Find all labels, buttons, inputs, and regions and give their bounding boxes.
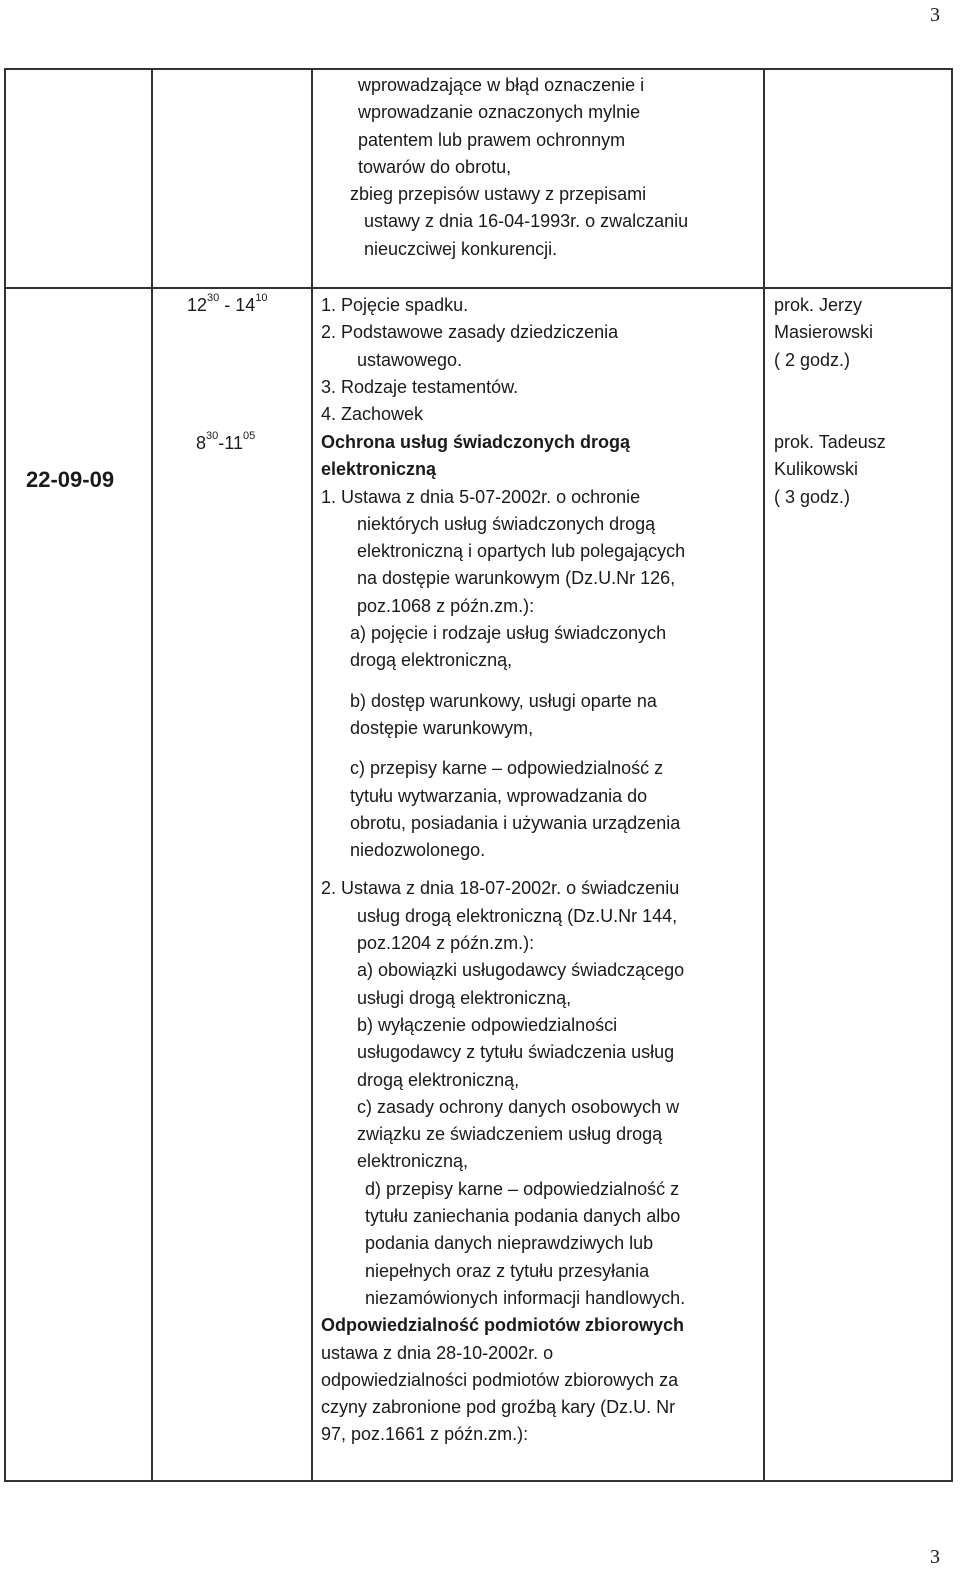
list-item: ustawowego. [357,349,463,370]
list-item: 1. Pojęcie spadku. [321,295,469,315]
text-line: wprowadzanie oznaczonych mylnie [358,102,641,123]
law-line: ustawa z dnia 28-10-2002r. o [321,1342,554,1363]
page-number-bottom: 3 [930,1546,940,1568]
section-heading: elektroniczną [321,459,437,480]
list-item: 3. Rodzaje testamentów. [321,376,519,397]
session1-lecturer [774,292,873,374]
law-line: odpowiedzialności podmiotów zbiorowych za [321,1369,679,1390]
text-line: nieuczciwej konkurencji. [364,238,558,259]
section-heading: Odpowiedzialność podmiotów zbiorowych [321,1315,685,1336]
time-slot-1 [187,292,268,316]
text-line: ustawy z dnia 16-04-1993r. o zwalczaniu [364,211,689,232]
subpoint-line: związku ze świadczeniem usług drogą [357,1124,663,1145]
text-line: towarów do obrotu, [358,156,512,177]
time-end-minute: 10 [255,292,268,304]
section-heading: Ochrona usług świadczonych drogą [321,432,631,452]
subpoint-line: d) przepisy karne – odpowiedzialność z [365,1178,680,1199]
law-line: na dostępie warunkowym (Dz.U.Nr 126, [357,568,676,589]
text-line: patentem lub prawem ochronnym [358,129,626,150]
subpoint-line: c) zasady ochrony danych osobowych w [357,1096,680,1117]
time-end-minute: 05 [242,430,256,442]
time-separator: - [219,295,236,315]
subpoint-line: drogą elektroniczną, [350,650,513,671]
topic-continuation [350,72,689,263]
subpoint-line: niedozwolonego. [350,840,486,861]
subpoint-line: niezamówionych informacji handlowych. [365,1287,686,1308]
table-column-divider [151,68,153,1482]
subpoint-line: tytułu zaniechania podania danych albo [365,1206,681,1227]
session2-topics [321,429,685,1449]
session1-topics [321,292,618,428]
subpoint-line: usługodawcy z tytułu świadczenia usług [357,1042,675,1063]
time-end-hour: 14 [235,295,256,315]
table-column-divider [311,68,313,1482]
subpoint-line: podania danych nieprawdziwych lub [365,1233,654,1254]
lecturer-hours: ( 3 godz.) [774,486,851,507]
subpoint-line: a) pojęcie i rodzaje usług świadczonych [350,623,667,644]
law-line: 1. Ustawa z dnia 5-07-2002r. o ochronie [321,486,641,507]
subpoint-line: elektroniczną, [357,1151,469,1172]
table-column-divider [763,68,765,1482]
table-border-left [4,68,6,1482]
subpoint-line: drogą elektroniczną, [357,1069,520,1090]
table-border-right [951,68,953,1482]
subpoint-line: b) wyłączenie odpowiedzialności [357,1014,618,1035]
time-separator: - [218,433,225,453]
subpoint-line: niepełnych oraz z tytułu przesyłania [365,1260,650,1281]
law-line: czyny zabronione pod groźbą kary (Dz.U. Nr [321,1397,676,1418]
law-line: usług drogą elektroniczną (Dz.U.Nr 144, [357,905,678,926]
subpoint-line: b) dostęp warunkowy, usługi oparte na [350,690,657,711]
lecturer-surname: Kulikowski [774,459,859,480]
subpoint-line: obrotu, posiadania i używania urządzenia [350,812,681,833]
lecturer-name: prok. Tadeusz [774,432,886,452]
session2-lecturer [774,429,886,511]
time-start-hour: 8 [196,433,207,453]
list-item: 2. Podstawowe zasady dziedziczenia [321,322,619,343]
table-border-bottom [4,1480,952,1482]
lecturer-surname: Masierowski [774,322,874,343]
subpoint-line: dostępie warunkowym, [350,717,534,738]
lecturer-name: prok. Jerzy [774,295,863,315]
law-line: poz.1204 z późn.zm.): [357,933,535,954]
subpoint-line: usługi drogą elektroniczną, [357,987,572,1008]
table-row-divider [4,287,952,289]
subpoint-line: a) obowiązki usługodawcy świadczącego [357,960,685,981]
law-line: 2. Ustawa z dnia 18-07-2002r. o świadczeniu [321,878,680,899]
time-start-hour: 12 [187,295,208,315]
law-line: 97, poz.1661 z późn.zm.): [321,1424,529,1445]
time-start-minute: 30 [206,430,219,442]
subpoint-line: tytułu wytwarzania, wprowadzania do [350,785,648,806]
time-start-minute: 30 [207,292,220,304]
law-line: poz.1068 z późn.zm.): [357,595,535,616]
law-line: elektroniczną i opartych lub polegających [357,541,686,562]
table-border-top [4,68,952,70]
law-line: niektórych usług świadczonych drogą [357,513,656,534]
session-date: 22-09-09 [26,467,115,492]
list-item: 4. Zachowek [321,404,424,425]
text-line: zbieg przepisów ustawy z przepisami [350,184,647,205]
time-end-hour: 11 [224,433,243,453]
time-slot-2 [196,430,256,454]
subpoint-line: c) przepisy karne – odpowiedzialność z [350,758,664,779]
text-line: wprowadzające w błąd oznaczenie i [358,75,645,95]
page-number-top: 3 [930,4,940,26]
lecturer-hours: ( 2 godz.) [774,349,851,370]
